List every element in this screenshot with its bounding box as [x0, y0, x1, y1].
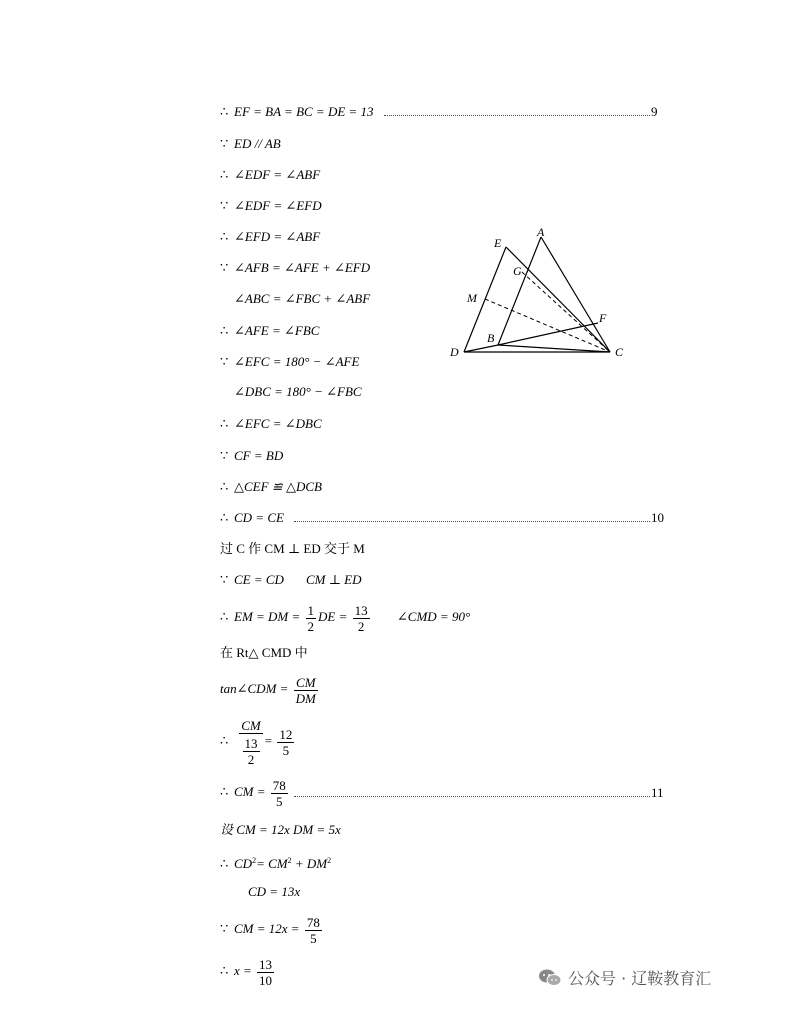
score-9: 9	[651, 104, 658, 119]
edge-EC	[506, 247, 610, 352]
label-G: G	[513, 264, 522, 278]
edge-BC	[498, 345, 610, 352]
watermark: 公众号 · 辽鞍教育汇	[538, 966, 711, 989]
edge-AC	[541, 237, 610, 352]
proof-line-14: ∴ CD = CE	[220, 510, 284, 525]
fraction-12-5: $\frac{12}{5}$	[279, 727, 293, 758]
proof-line-1: ∴ EF = BA = BC = DE = 13	[220, 104, 374, 119]
label-E: E	[494, 236, 502, 250]
proof-line-13: ∴ △CEF ≌ △DCB	[220, 479, 322, 494]
score-11: 11	[651, 785, 664, 800]
proof-line-11: ∴ ∠EFC = ∠DBC	[220, 416, 322, 431]
proof-line-10: ∠DBC = 180° − ∠FBC	[234, 384, 362, 399]
fraction-cm-dm: $\frac{CM}{DM}$	[295, 674, 316, 706]
fraction-half: $\frac{1}{2}$	[307, 602, 315, 634]
proof-line-18: 在 Rt△ CMD 中	[220, 645, 308, 660]
dashed-GC	[522, 272, 610, 352]
label-M: M	[467, 291, 477, 305]
proof-line-2: ∵ ED // AB	[220, 136, 281, 151]
proof-line-15: 过 C 作 CM ⊥ ED 交于 M	[220, 541, 365, 556]
label-B: B	[487, 331, 495, 345]
fraction-13-10: $\frac{13}{10}$	[259, 956, 273, 988]
label-C: C	[615, 345, 624, 359]
fraction-78-5: $\frac{78}{5}$	[272, 777, 286, 809]
dot-leader-1	[384, 115, 650, 116]
label-D: D	[450, 345, 459, 359]
edge-BA	[498, 237, 541, 345]
proof-line-12: ∵ CF = BD	[220, 448, 284, 463]
proof-line-9: ∵ ∠EFC = 180° − ∠AFE	[220, 354, 360, 369]
geometry-figure	[440, 222, 640, 367]
proof-line-8: ∴ ∠AFE = ∠FBC	[220, 323, 320, 338]
proof-line-16: ∵ CE = CD CM ⊥ ED	[220, 572, 362, 587]
proof-line-25: ∵ CM = 12x = $\frac{78}{5}$	[220, 914, 320, 946]
proof-line-3: ∴ ∠EDF = ∠ABF	[220, 167, 321, 182]
edge-BF	[498, 323, 598, 345]
dot-leader-2	[294, 521, 650, 522]
dot-leader-3	[294, 796, 650, 797]
proof-line-4: ∵ ∠EDF = ∠EFD	[220, 198, 322, 213]
proof-line-20: ∴ $\frac{CM}{\frac{13}{2}}$ = $\frac{12}{5}$	[220, 717, 293, 767]
proof-line-19: tan∠CDM = $\frac{CM}{DM}$	[220, 674, 316, 706]
fraction-13-2: $\frac{13}{2}$	[354, 602, 368, 634]
proof-line-6: ∵ ∠AFB = ∠AFE + ∠EFD	[220, 260, 371, 275]
proof-line-21: ∴ CM = $\frac{78}{5}$	[220, 777, 286, 809]
fraction-78-5-b: $\frac{78}{5}$	[306, 914, 320, 946]
proof-line-5: ∴ ∠EFD = ∠ABF	[220, 229, 321, 244]
label-F: F	[599, 311, 607, 325]
edge-DB	[464, 345, 498, 352]
proof-line-26: ∴ x = $\frac{13}{10}$	[220, 956, 273, 988]
wechat-icon	[538, 968, 562, 988]
complex-fraction: $\frac{CM}{\frac{13}{2}}$	[241, 717, 261, 767]
score-10: 10	[651, 510, 664, 525]
proof-line-17: ∴ EM = DM = $\frac{1}{2}$ DE = $\frac{13}{2}$ ∠CMD = 90°	[220, 602, 471, 634]
label-A: A	[537, 225, 545, 239]
proof-line-22: 设 CM = 12x DM = 5x	[220, 822, 341, 837]
proof-line-7: ∠ABC = ∠FBC + ∠ABF	[234, 291, 371, 306]
proof-line-23: ∴ $CD^2= CM^2 + DM^2$	[220, 856, 332, 871]
proof-line-24: CD = 13x	[248, 884, 301, 899]
